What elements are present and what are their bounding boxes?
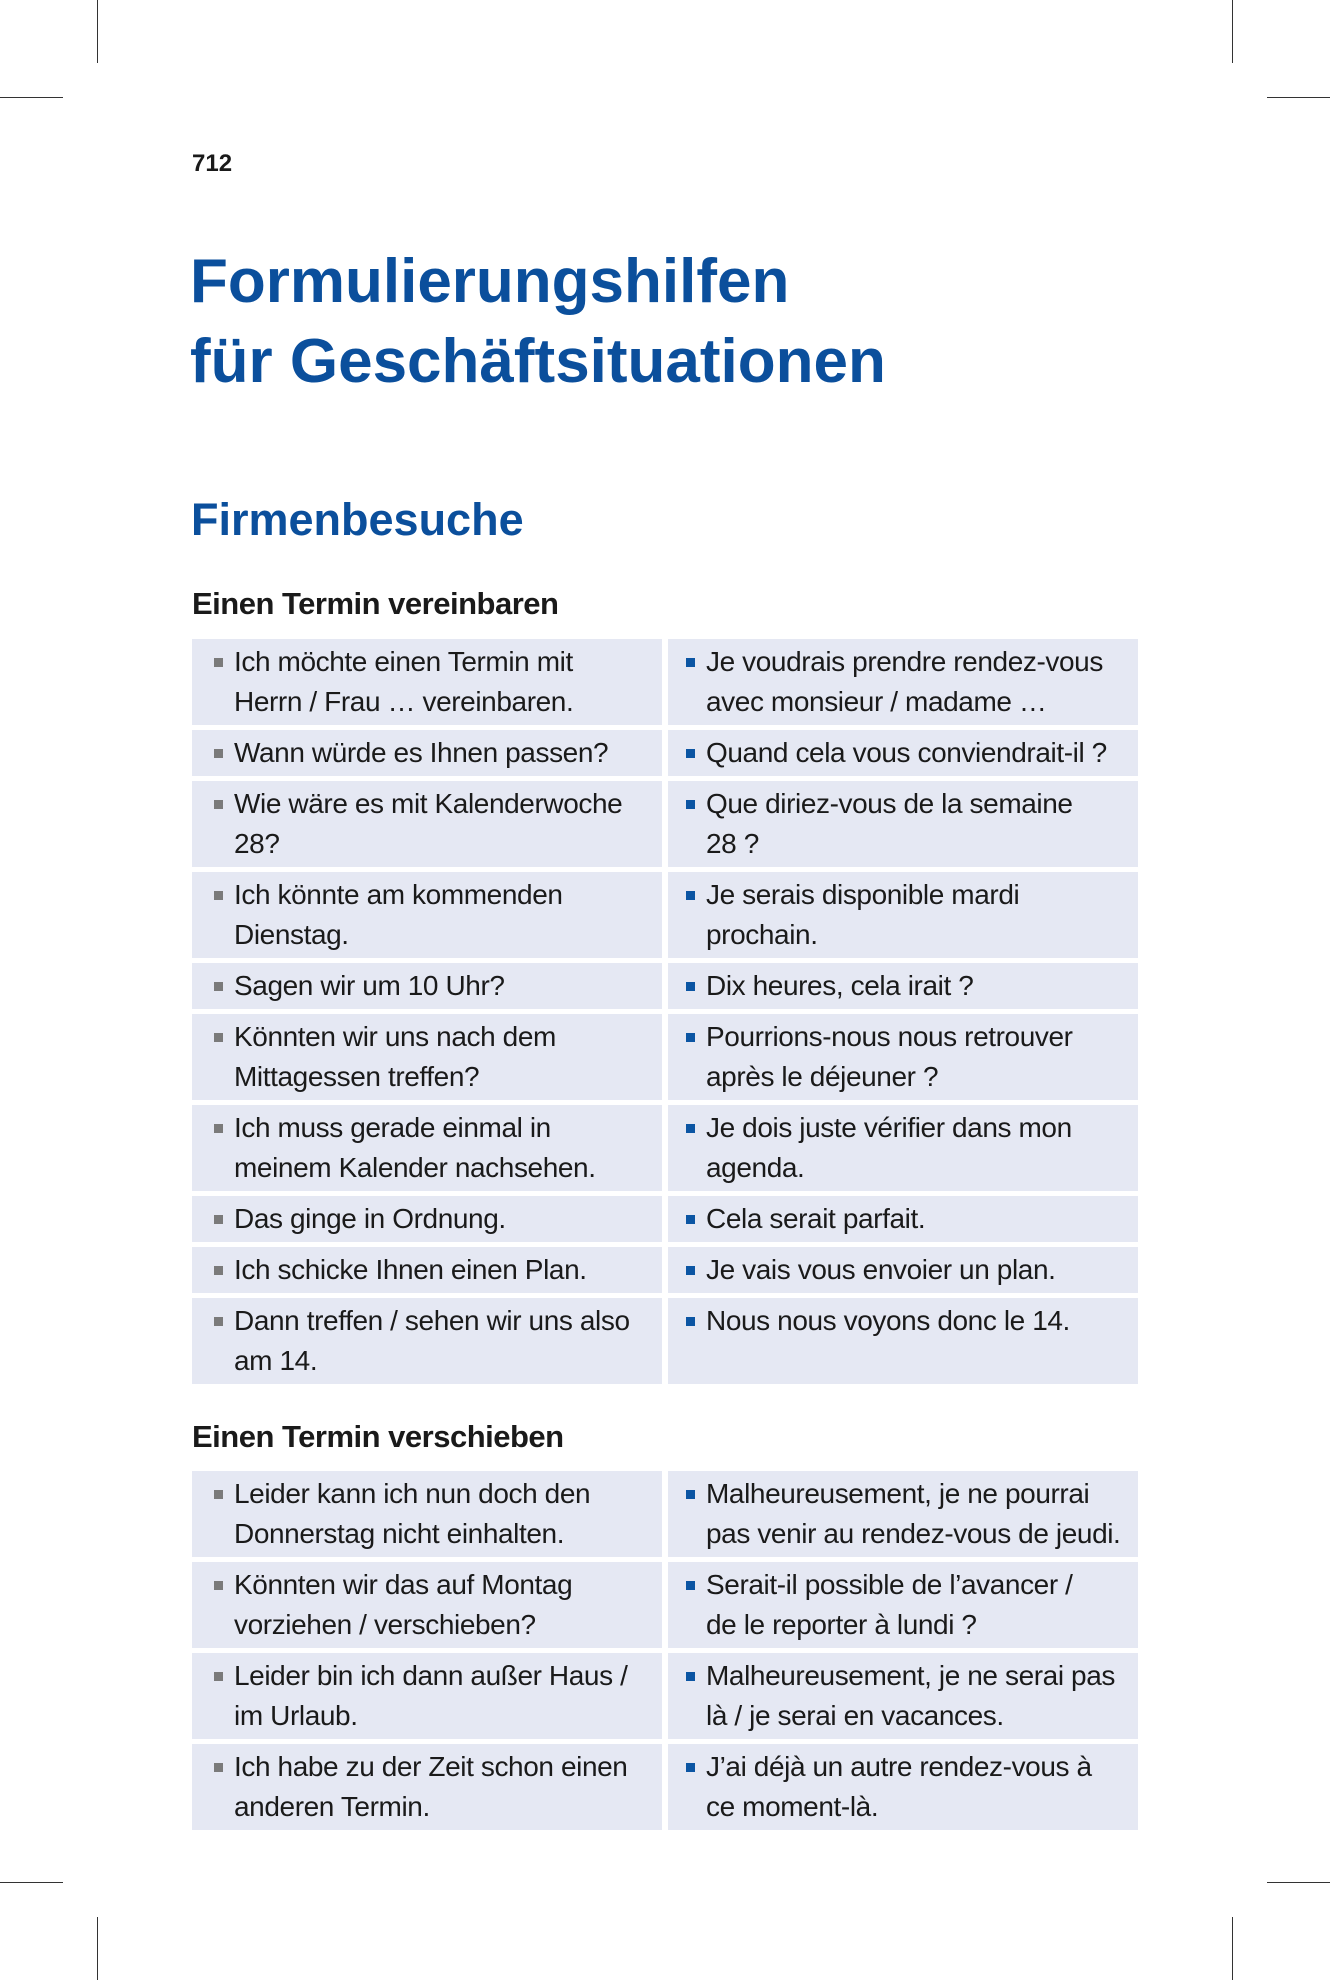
german-phrase-cell [192,781,662,867]
table-row [192,1744,1138,1830]
french-phrase: Que diriez-vous de la semaine 28 ? [706,788,1073,859]
crop-mark [1267,97,1330,98]
french-phrase: J’ai déjà un autre rendez-vous à ce moment-là. [706,1751,1092,1822]
bullet-icon [686,982,695,991]
crop-mark [1232,1917,1233,1980]
german-phrase-cell [192,1014,662,1100]
bullet-icon [214,749,223,758]
german-phrase: Ich schicke Ihnen einen Plan. [234,1254,587,1285]
bullet-icon [686,891,695,900]
german-phrase: Leider bin ich dann außer Haus / im Urlaub. [234,1660,628,1731]
french-phrase-cell [668,639,1138,725]
german-phrase-cell [192,639,662,725]
german-phrase: Könnten wir das auf Montag vorziehen / verschieben? [234,1569,573,1640]
french-phrase: Je dois juste vérifier dans mon agenda. [706,1112,1072,1183]
french-phrase: Pourrions-nous nous retrouver après le déjeuner ? [706,1021,1073,1092]
bullet-icon [214,1124,223,1133]
bullet-icon [214,1672,223,1681]
french-phrase-cell [668,1105,1138,1191]
german-phrase: Das ginge in Ordnung. [234,1203,506,1234]
bullet-icon [214,1033,223,1042]
bullet-icon [686,1124,695,1133]
french-phrase-cell [668,1298,1138,1384]
crop-mark [1267,1882,1330,1883]
german-phrase-cell [192,872,662,958]
german-phrase-cell [192,730,662,776]
french-phrase: Je vais vous envoier un plan. [706,1254,1056,1285]
french-phrase: Dix heures, cela irait ? [706,970,974,1001]
german-phrase: Wann würde es Ihnen passen? [234,737,609,768]
german-phrase-cell [192,963,662,1009]
bullet-icon [214,982,223,991]
french-phrase-cell [668,872,1138,958]
table-row [192,1471,1138,1557]
french-phrase: Nous nous voyons donc le 14. [706,1305,1070,1336]
table-heading: Einen Termin verschieben [192,1419,564,1454]
french-phrase: Malheureusement, je ne pourrai pas venir au rendez-vous de jeudi. [706,1478,1121,1549]
bullet-icon [686,658,695,667]
bullet-icon [214,1581,223,1590]
german-phrase-cell [192,1471,662,1557]
table-row [192,872,1138,958]
phrase-table [192,1471,1138,1835]
table-row [192,1247,1138,1293]
crop-mark [0,97,63,98]
table-row [192,1298,1138,1384]
german-phrase: Ich muss gerade einmal in meinem Kalender nachsehen. [234,1112,596,1183]
table-row [192,1105,1138,1191]
bullet-icon [214,1763,223,1772]
bullet-icon [686,1317,695,1326]
crop-mark [0,1882,63,1883]
page-number: 712 [192,150,233,177]
german-phrase-cell [192,1196,662,1242]
french-phrase: Serait-il possible de l’avancer / de le reporter à lundi ? [706,1569,1073,1640]
table-row [192,639,1138,725]
french-phrase: Cela serait parfait. [706,1203,926,1234]
french-phrase-cell [668,1014,1138,1100]
german-phrase: Ich habe zu der Zeit schon einen anderen Termin. [234,1751,628,1822]
german-phrase-cell [192,1653,662,1739]
bullet-icon [686,1490,695,1499]
table-row [192,1562,1138,1648]
crop-mark [97,0,98,63]
table-row [192,1014,1138,1100]
crop-mark [1232,0,1233,63]
bullet-icon [214,1317,223,1326]
bullet-icon [214,1215,223,1224]
table-row [192,781,1138,867]
french-phrase-cell [668,1562,1138,1648]
table-row [192,1653,1138,1739]
page-title: Formulierungshilfen für Geschäftsituationen [190,247,886,396]
german-phrase: Dann treffen / sehen wir uns also am 14. [234,1305,630,1376]
german-phrase-cell [192,1247,662,1293]
bullet-icon [214,658,223,667]
crop-mark [97,1917,98,1980]
french-phrase-cell [668,781,1138,867]
french-phrase-cell [668,1196,1138,1242]
french-phrase: Malheureusement, je ne serai pas là / je serai en vacances. [706,1660,1115,1731]
french-phrase-cell [668,963,1138,1009]
german-phrase-cell [192,1744,662,1830]
section-heading: Firmenbesuche [191,494,524,545]
table-row [192,963,1138,1009]
french-phrase: Quand cela vous conviendrait-il ? [706,737,1107,768]
bullet-icon [686,1672,695,1681]
german-phrase-cell [192,1298,662,1384]
bullet-icon [686,1763,695,1772]
german-phrase: Sagen wir um 10 Uhr? [234,970,505,1001]
french-phrase-cell [668,1653,1138,1739]
bullet-icon [686,1266,695,1275]
bullet-icon [686,800,695,809]
bullet-icon [214,891,223,900]
german-phrase: Ich möchte einen Termin mit Herrn / Frau … vereinbaren. [234,646,574,717]
german-phrase-cell [192,1105,662,1191]
bullet-icon [214,1266,223,1275]
german-phrase-cell [192,1562,662,1648]
bullet-icon [214,1490,223,1499]
bullet-icon [214,800,223,809]
french-phrase-cell [668,730,1138,776]
bullet-icon [686,1581,695,1590]
bullet-icon [686,1033,695,1042]
german-phrase: Ich könnte am kommenden Dienstag. [234,879,563,950]
german-phrase: Könnten wir uns nach dem Mittagessen treffen? [234,1021,556,1092]
bullet-icon [686,1215,695,1224]
german-phrase: Leider kann ich nun doch den Donnerstag nicht einhalten. [234,1478,591,1549]
phrase-table [192,639,1138,1389]
table-heading: Einen Termin vereinbaren [192,586,559,621]
french-phrase-cell [668,1471,1138,1557]
french-phrase-cell [668,1247,1138,1293]
french-phrase: Je voudrais prendre rendez-vous avec monsieur / madame … [706,646,1103,717]
german-phrase: Wie wäre es mit Kalenderwoche 28? [234,788,623,859]
table-row [192,1196,1138,1242]
french-phrase-cell [668,1744,1138,1830]
table-row [192,730,1138,776]
bullet-icon [686,749,695,758]
french-phrase: Je serais disponible mardi prochain. [706,879,1020,950]
